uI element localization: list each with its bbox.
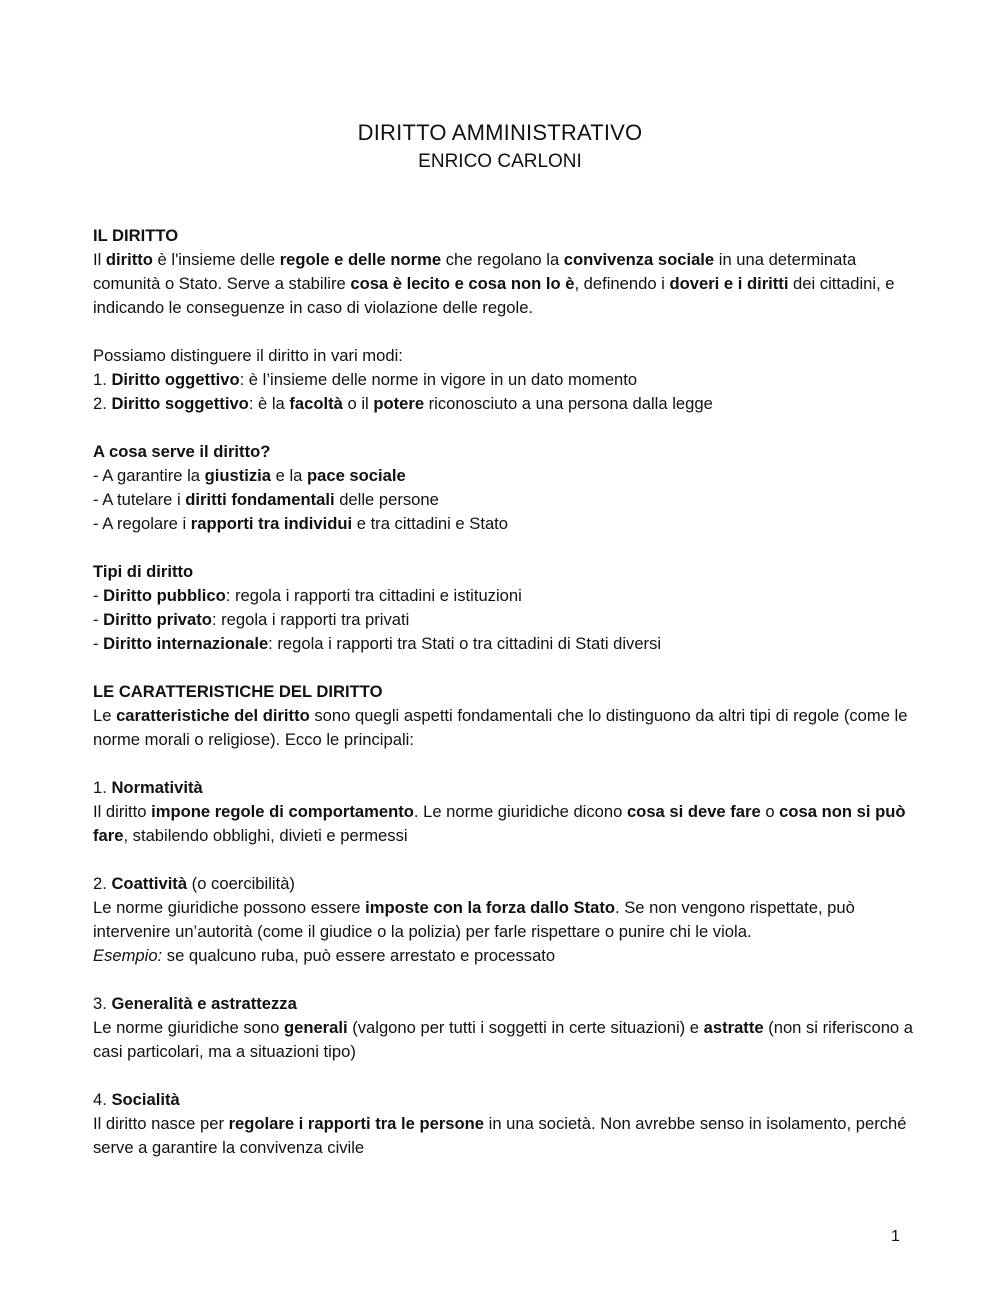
bold-text: diritto: [105, 250, 153, 269]
italic-text: Esempio:: [93, 946, 163, 965]
bold-text: Generalità e astrattezza: [111, 994, 297, 1013]
paragraph: [93, 872, 923, 896]
paragraph-spacer: [93, 848, 923, 872]
paragraph: [93, 248, 923, 320]
page-number: 1: [891, 1228, 900, 1245]
text-run: Il diritto: [93, 802, 152, 821]
text-run: : è l’insieme delle norme in vigore in un dato momento: [239, 370, 638, 389]
text-run: 3.: [93, 994, 112, 1013]
paragraph-spacer: [93, 320, 923, 344]
bold-text: facoltà: [289, 394, 343, 413]
text-run: - A garantire la: [93, 466, 205, 485]
text-run: 1.: [93, 778, 112, 797]
bold-text: A cosa serve il diritto?: [93, 442, 271, 461]
text-run: : regola i rapporti tra cittadini e istituzioni: [225, 586, 522, 605]
paragraph: [93, 944, 923, 968]
bold-text: cosa si deve fare: [626, 802, 761, 821]
title-block: [0, 118, 1000, 176]
text-run: , definendo i: [574, 274, 670, 293]
text-run: se qualcuno ruba, può essere arrestato e processato: [162, 946, 556, 965]
paragraph: [93, 344, 923, 368]
bold-text: astratte: [703, 1018, 764, 1037]
paragraph: [93, 512, 923, 536]
bold-text: Diritto oggettivo: [111, 370, 240, 389]
text-run: -: [93, 610, 104, 629]
bold-text: Diritto internazionale: [103, 634, 269, 653]
paragraph-spacer: [93, 416, 923, 440]
bold-text: pace sociale: [307, 466, 406, 485]
text-run: o il: [342, 394, 374, 413]
paragraph-spacer: [93, 968, 923, 992]
text-run: Possiamo distinguere il diritto in vari modi:: [93, 346, 403, 365]
text-run: (valgono per tutti i soggetti in certe situazioni) e: [347, 1018, 704, 1037]
bold-text: Diritto soggettivo: [111, 394, 249, 413]
text-run: Le norme giuridiche sono: [93, 1018, 284, 1037]
paragraph: [93, 776, 923, 800]
text-run: delle persone: [334, 490, 439, 509]
paragraph: [93, 1088, 923, 1112]
bold-text: giustizia: [204, 466, 272, 485]
bold-text: impone regole di comportamento: [151, 802, 414, 821]
paragraph: [93, 368, 923, 392]
bold-text: potere: [373, 394, 425, 413]
section-heading: [93, 440, 923, 464]
bold-text: Coattività: [111, 874, 188, 893]
text-run: . Le norme giuridiche dicono: [413, 802, 627, 821]
text-run: Le: [93, 706, 117, 725]
paragraph: [93, 488, 923, 512]
text-run: in una società. Non avrebbe senso in isolamento, perché serve a garantire la convivenza civile: [93, 1114, 907, 1157]
paragraph: [93, 1016, 923, 1064]
section-heading: [93, 680, 923, 704]
bold-text: Normatività: [111, 778, 203, 797]
paragraph: [93, 992, 923, 1016]
bold-text: caratteristiche del diritto: [116, 706, 310, 725]
document-author: ENRICO CARLONI: [418, 151, 582, 172]
text-run: 1.: [93, 370, 112, 389]
text-run: -: [93, 634, 104, 653]
bold-text: LE CARATTERISTICHE DEL DIRITTO: [93, 682, 383, 701]
text-run: (non si riferiscono a casi particolari, ma a situazioni tipo): [93, 1018, 913, 1061]
paragraph: [93, 608, 923, 632]
bold-text: rapporti tra individui: [190, 514, 353, 533]
paragraph: [93, 800, 923, 848]
bold-text: diritti fondamentali: [185, 490, 335, 509]
text-run: o: [760, 802, 780, 821]
text-run: 2.: [93, 394, 112, 413]
text-run: - A regolare i: [93, 514, 191, 533]
document-title: DIRITTO AMMINISTRATIVO: [357, 120, 643, 145]
text-run: dei cittadini, e indicando le conseguenze in caso di violazione delle regole.: [93, 274, 895, 317]
paragraph-spacer: [93, 656, 923, 680]
section-heading: [93, 560, 923, 584]
bold-text: regolare i rapporti tra le persone: [228, 1114, 485, 1133]
paragraph: [93, 1112, 923, 1160]
bold-text: imposte con la forza dallo Stato: [365, 898, 615, 917]
paragraph: [93, 632, 923, 656]
bold-text: generali: [283, 1018, 348, 1037]
text-run: riconosciuto a una persona dalla legge: [424, 394, 713, 413]
text-run: che regolano la: [441, 250, 564, 269]
text-run: : regola i rapporti tra Stati o tra cittadini di Stati diversi: [268, 634, 662, 653]
text-run: Le norme giuridiche possono essere: [93, 898, 366, 917]
text-run: è l'insieme delle: [152, 250, 280, 269]
document-body: [93, 224, 923, 1160]
bold-text: Diritto privato: [103, 610, 212, 629]
text-run: . Se non vengono rispettate, può intervenire un’autorità (come il giudice o la polizia) per farle rispettare o punire chi le viola.: [93, 898, 855, 941]
text-run: e tra cittadini e Stato: [352, 514, 509, 533]
paragraph: [93, 704, 923, 752]
text-run: sono quegli aspetti fondamentali che lo distinguono da altri tipi di regole (come le norme morali o religiose). Ecco le principali:: [93, 706, 908, 749]
bold-text: Socialità: [111, 1090, 180, 1109]
paragraph: [93, 584, 923, 608]
paragraph: [93, 464, 923, 488]
bold-text: Diritto pubblico: [103, 586, 226, 605]
text-run: -: [93, 586, 104, 605]
text-run: : è la: [248, 394, 290, 413]
text-run: , stabilendo obblighi, divieti e permessi: [123, 826, 408, 845]
bold-text: regole e delle norme: [279, 250, 442, 269]
text-run: 2.: [93, 874, 112, 893]
bold-text: convivenza sociale: [563, 250, 715, 269]
text-run: : regola i rapporti tra privati: [211, 610, 410, 629]
text-run: e la: [271, 466, 307, 485]
bold-text: doveri e i diritti: [669, 274, 789, 293]
paragraph-spacer: [93, 536, 923, 560]
text-run: in una determinata comunità o Stato. Serve a stabilire: [93, 250, 857, 293]
bold-text: IL DIRITTO: [93, 226, 179, 245]
paragraph: [93, 896, 923, 944]
text-run: - A tutelare i: [93, 490, 186, 509]
bold-text: Tipi di diritto: [93, 562, 194, 581]
paragraph-spacer: [93, 752, 923, 776]
bold-text: cosa è lecito e cosa non lo è: [350, 274, 575, 293]
section-heading: [93, 224, 923, 248]
text-run: Il: [93, 250, 106, 269]
bold-text: cosa non si può fare: [93, 802, 906, 845]
text-run: 4.: [93, 1090, 112, 1109]
text-run: Il diritto nasce per: [93, 1114, 229, 1133]
paragraph: [93, 392, 923, 416]
text-run: (o coercibilità): [187, 874, 295, 893]
paragraph-spacer: [93, 1064, 923, 1088]
